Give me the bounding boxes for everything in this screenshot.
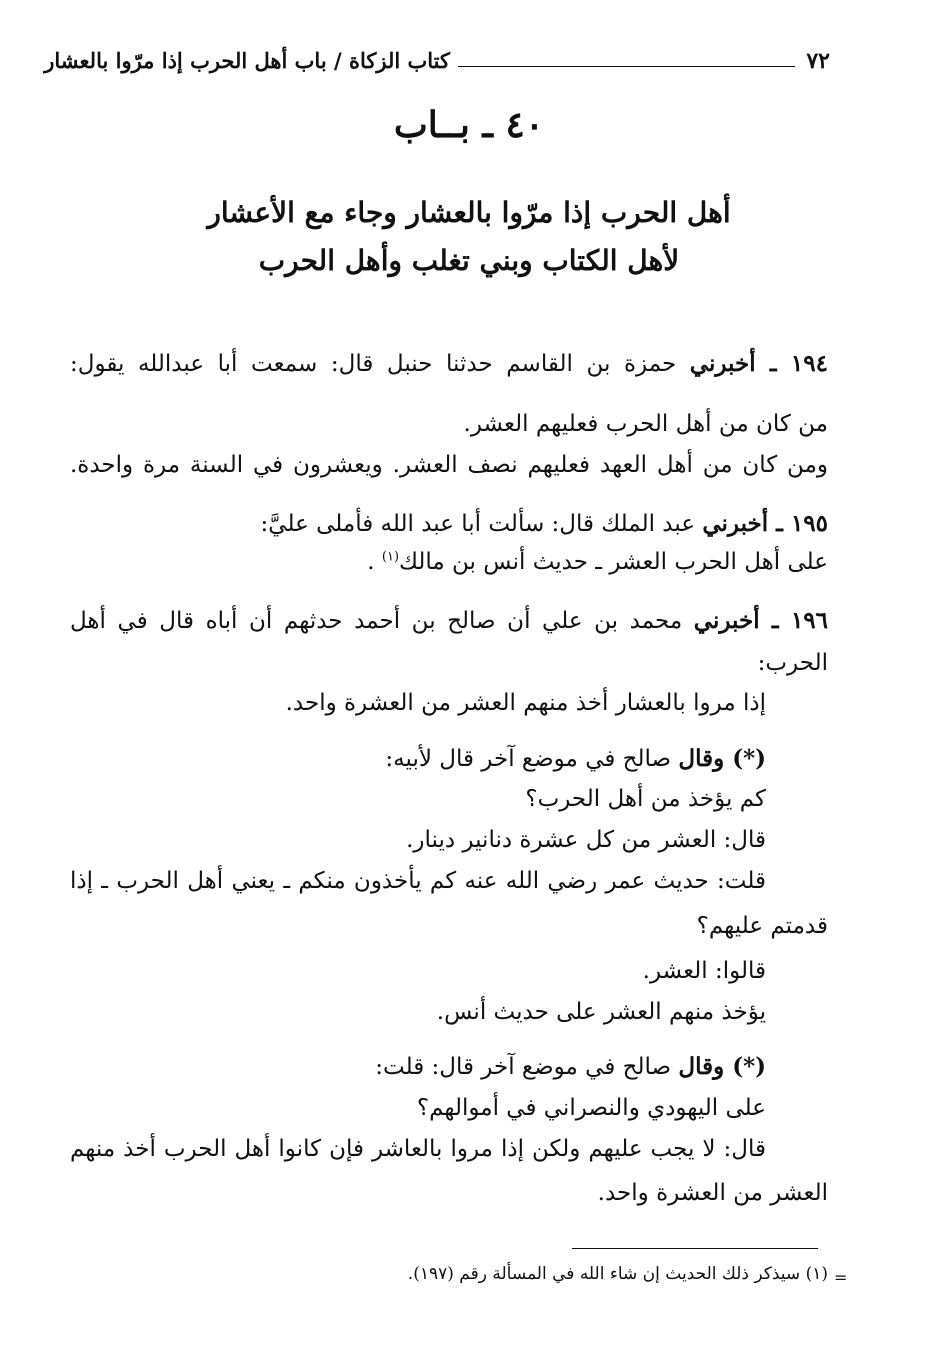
body-line: ١٩٦ ـ أخبرني محمد بن علي أن صالح بن أحمد حدثهم أن أباه قال في أهل <box>70 607 828 634</box>
title-line-1: أهل الحرب إذا مرّوا بالعشار وجاء مع الأعشار <box>207 196 731 229</box>
body-line: قالوا: العشر. <box>642 958 766 984</box>
body-line: على اليهودي والنصراني في أموالهم؟ <box>416 1095 766 1121</box>
body-line: قال: العشر من كل عشرة دنانير دينار. <box>406 827 766 853</box>
body-line: (*) وقال صالح في موضع آخر قال لأبيه: <box>385 745 766 772</box>
body-line: يؤخذ منهم العشر على حديث أنس. <box>436 999 766 1025</box>
footnote: (١) سيذكر ذلك الحديث إن شاء الله في المسألة رقم (١٩٧). <box>407 1264 828 1284</box>
body-line: إذا مروا بالعشار أخذ منهم العشر من العشرة واحد. <box>285 690 766 716</box>
body-line: قلت: حديث عمر رضي الله عنه كم يأخذون منكم ـ يعني أهل الحرب ـ إذا <box>70 868 766 894</box>
body-line: كم يؤخذ من أهل الحرب؟ <box>525 786 766 812</box>
header-rule <box>458 66 795 67</box>
body-line: قال: لا يجب عليهم ولكن إذا مروا بالعاشر فإن كانوا أهل الحرب أخذ منهم <box>70 1136 766 1162</box>
running-title: كتاب الزكاة / باب أهل الحرب إذا مرّوا بالعشار <box>44 48 450 73</box>
body-line: (*) وقال صالح في موضع آخر قال: قلت: <box>375 1053 766 1080</box>
body-line: ١٩٤ ـ أخبرني حمزة بن القاسم حدثنا حنبل قال: سمعت أبا عبدالله يقول: <box>70 350 828 377</box>
continuation-mark: = <box>834 1268 848 1287</box>
body-line: العشر من العشرة واحد. <box>597 1180 828 1206</box>
footnote-rule <box>572 1248 818 1249</box>
body-line: من كان من أهل الحرب فعليهم العشر. <box>463 411 828 437</box>
footnote-ref: (١) <box>381 549 400 565</box>
title-line-2: لأهل الكتاب وبني تغلب وأهل الحرب <box>258 244 680 277</box>
body-line: على أهل الحرب العشر ـ حديث أنس بن مالك$^{(١)}$ . <box>367 549 828 575</box>
body-line: الحرب: <box>757 650 828 676</box>
body-line: قدمتم عليهم؟ <box>696 913 828 939</box>
body-line: ومن كان من أهل العهد فعليهم نصف العشر. ويعشرون في السنة مرة واحدة. <box>70 452 828 478</box>
page-number: ٧٢ <box>806 48 830 74</box>
body-line: ١٩٥ ـ أخبرني عبد الملك قال: سألت أبا عبد الله فأملى عليَّ: <box>260 510 828 537</box>
chapter-heading: ٤٠ ـ بــاب <box>393 104 545 146</box>
